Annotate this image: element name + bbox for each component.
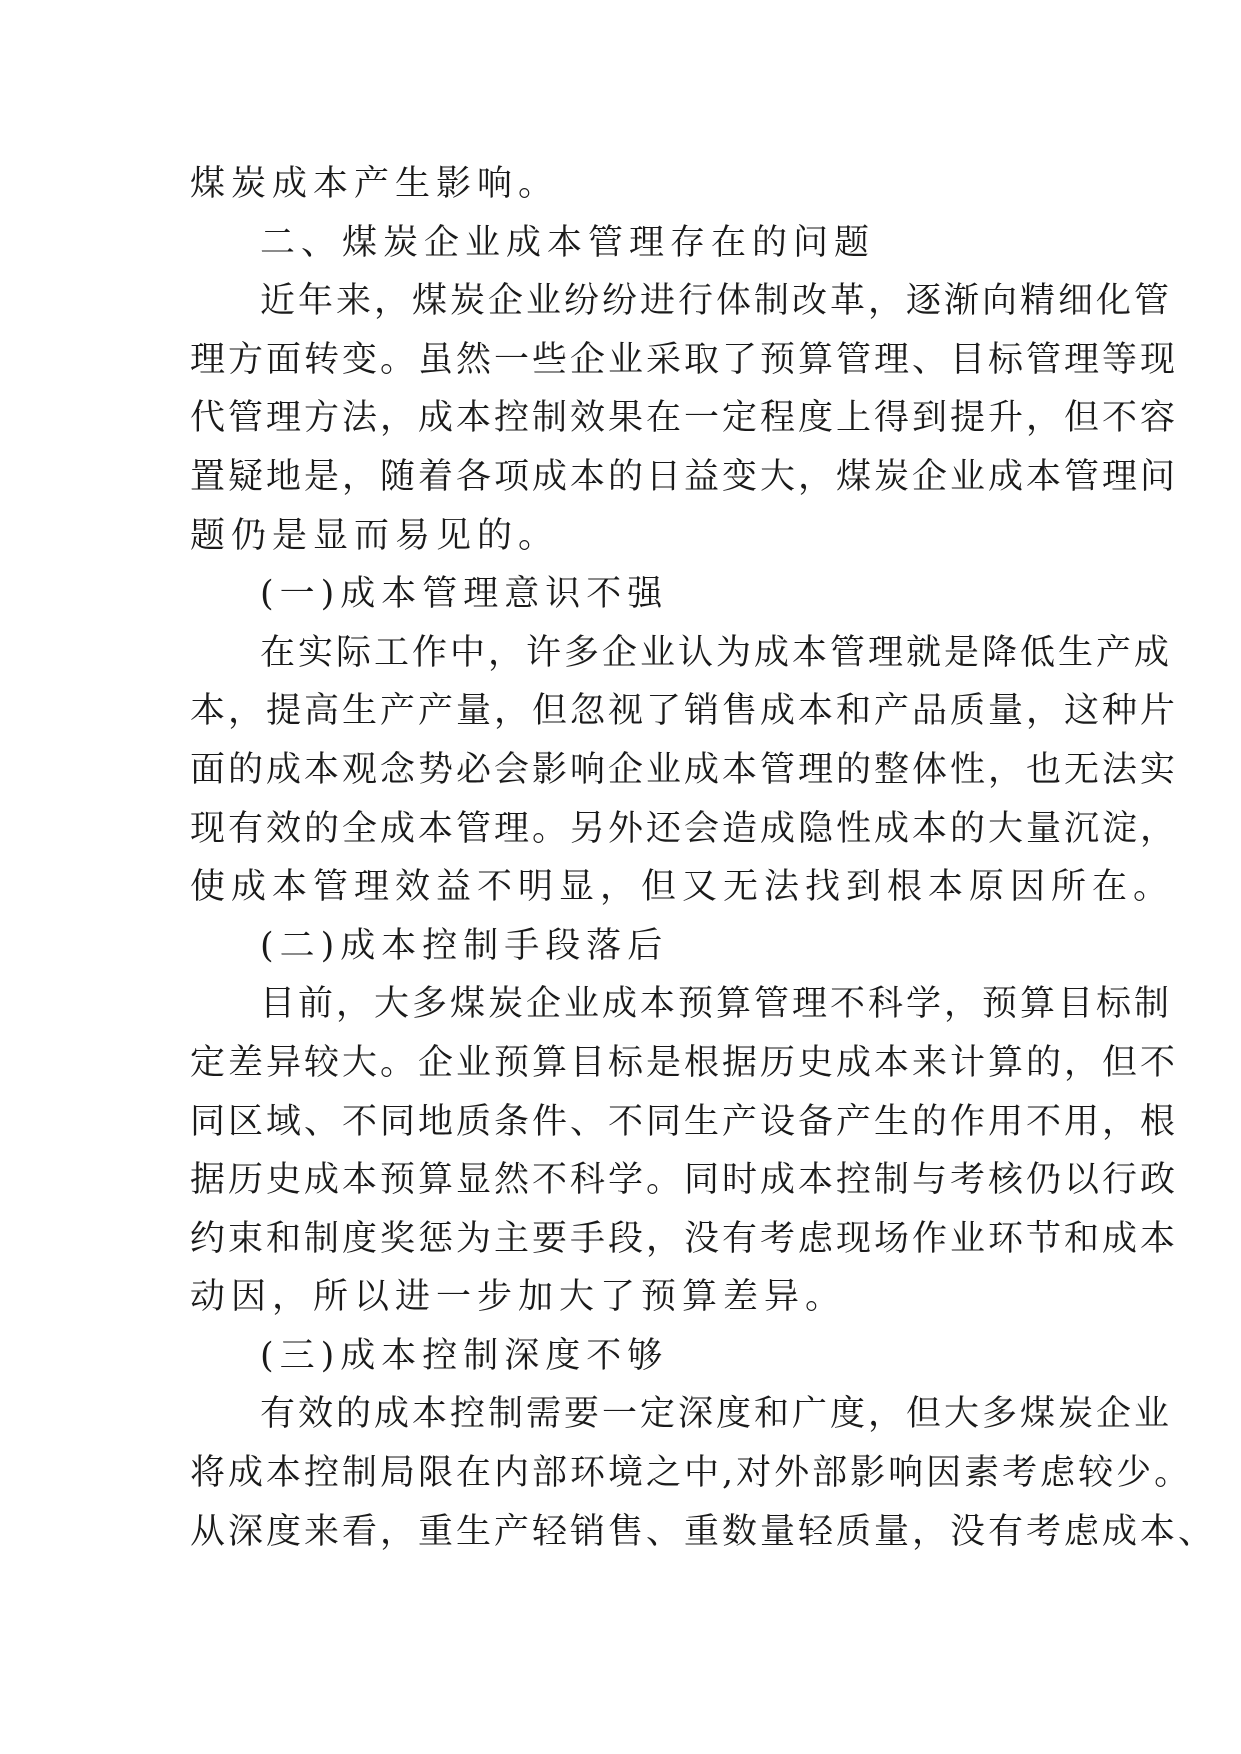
- paragraph-line: 定差异较大。企业预算目标是根据历史成本来计算的，但不: [190, 1042, 1179, 1083]
- paragraph-line: 同区域、不同地质条件、不同生产设备产生的作用不用，根: [190, 1101, 1179, 1142]
- body-text: [190, 155, 1217, 1561]
- paragraph-line: 从深度来看，重生产轻销售、重数量轻质量，没有考虑成本、: [190, 1511, 1217, 1552]
- paragraph-line: 据历史成本预算显然不科学。同时成本控制与考核仍以行政: [190, 1160, 1179, 1201]
- paragraph-line: 目前，大多煤炭企业成本预算管理不科学，预算目标制: [260, 984, 1173, 1025]
- paragraph-line: 有效的成本控制需要一定深度和广度，但大多煤炭企业: [260, 1394, 1173, 1435]
- paragraph-line: 动因，所以进一步加大了预算差异。: [190, 1277, 847, 1318]
- paragraph-line: 使成本管理效益不明显，但又无法找到根本原因所在。: [190, 867, 1175, 908]
- paragraph-line: 约束和制度奖惩为主要手段，没有考虑现场作业环节和成本: [190, 1218, 1179, 1259]
- paragraph-line: 理方面转变。虽然一些企业采取了预算管理、目标管理等现: [190, 339, 1179, 380]
- paragraph-line: 现有效的全成本管理。另外还会造成隐性成本的大量沉淀，: [190, 808, 1179, 849]
- subsection-heading: (一)成本管理意识不强: [260, 574, 669, 615]
- paragraph-line: 面的成本观念势必会影响企业成本管理的整体性，也无法实: [190, 749, 1179, 790]
- paragraph-line: 本，提高生产产量，但忽视了销售成本和产品质量，这种片: [190, 691, 1179, 732]
- paragraph-line: 题仍是显而易见的。: [190, 515, 560, 556]
- paragraph-line: 置疑地是，随着各项成本的日益变大，煤炭企业成本管理问: [190, 456, 1179, 497]
- paragraph-line: 将成本控制局限在内部环境之中,对外部影响因素考虑较少。: [190, 1453, 1193, 1494]
- subsection-heading: (三)成本控制深度不够: [260, 1335, 669, 1376]
- paragraph-line: 在实际工作中，许多企业认为成本管理就是降低生产成: [260, 632, 1173, 673]
- subsection-heading: (二)成本控制手段落后: [260, 925, 669, 966]
- paragraph-line: 近年来，煤炭企业纷纷进行体制改革，逐渐向精细化管: [260, 281, 1173, 322]
- section-heading: 二、煤炭企业成本管理存在的问题: [260, 222, 876, 263]
- paragraph-line: 煤炭成本产生影响。: [190, 164, 560, 204]
- paragraph-line: 代管理方法，成本控制效果在一定程度上得到提升，但不容: [190, 398, 1179, 439]
